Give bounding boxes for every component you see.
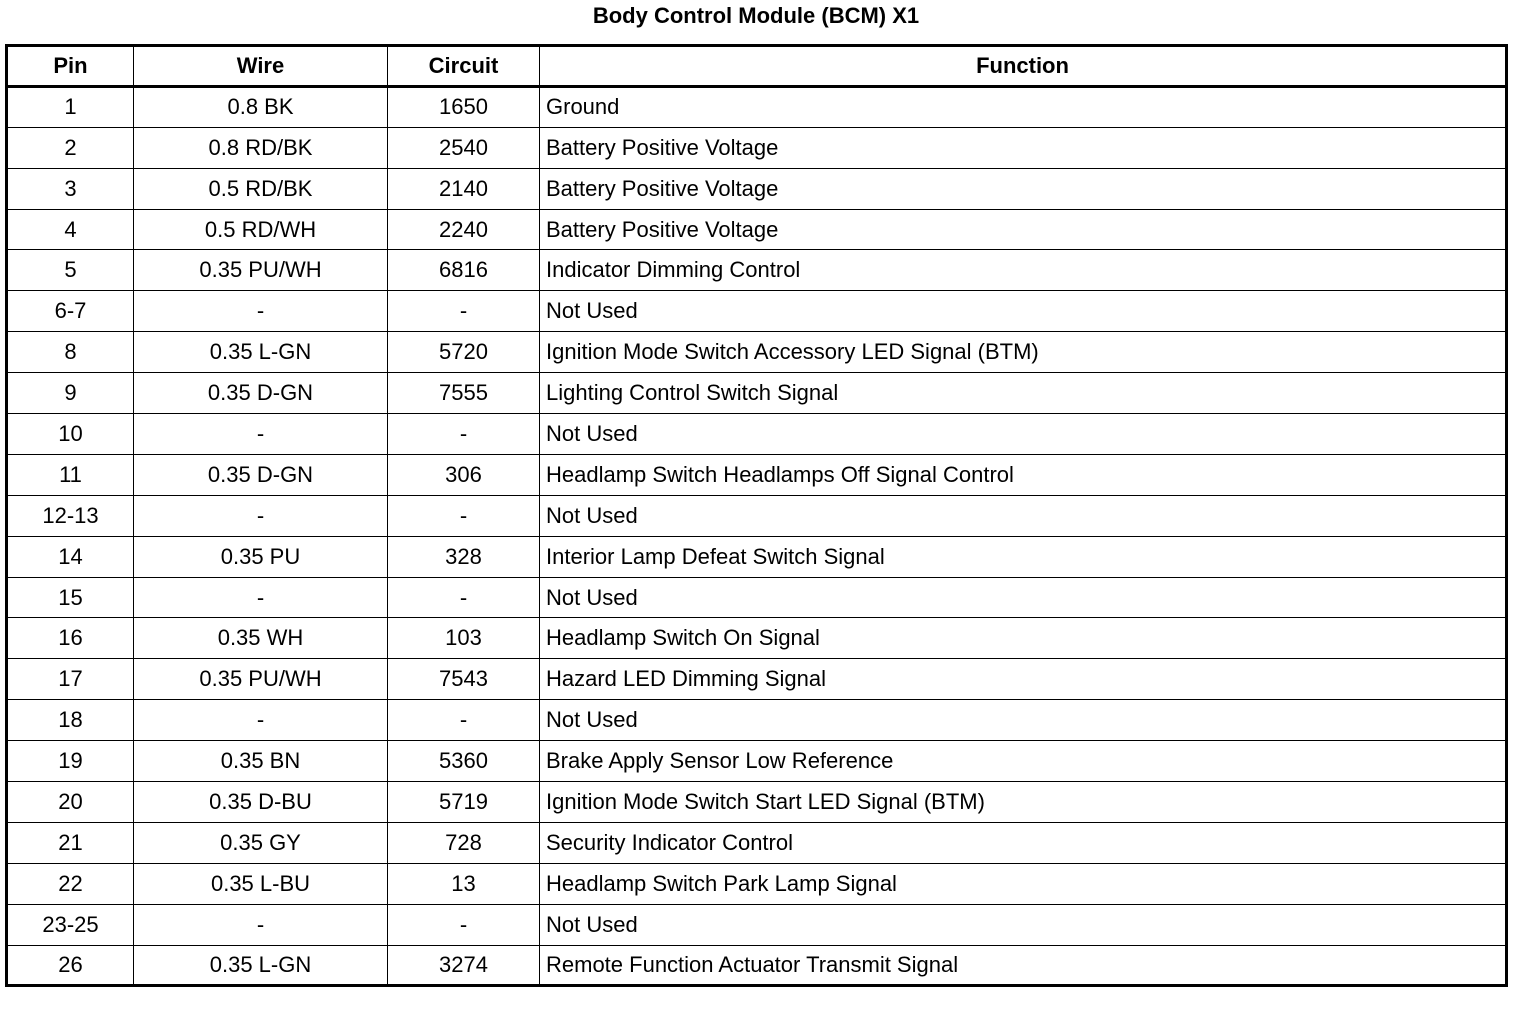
- circuit-cell: 5719: [388, 782, 540, 823]
- function-cell: Remote Function Actuator Transmit Signal: [540, 945, 1507, 986]
- table-row: [7, 577, 1507, 618]
- wire-cell: 0.35 BN: [134, 741, 388, 782]
- circuit-cell: 13: [388, 863, 540, 904]
- table-row: [7, 536, 1507, 577]
- pin-cell: 10: [7, 414, 134, 455]
- table-row: [7, 945, 1507, 986]
- pin-cell: 6-7: [7, 291, 134, 332]
- circuit-cell: 5360: [388, 741, 540, 782]
- circuit-cell: 3274: [388, 945, 540, 986]
- wire-cell: 0.8 RD/BK: [134, 127, 388, 168]
- header-row: [7, 46, 1507, 87]
- table-row: [7, 250, 1507, 291]
- wire-cell: 0.35 D-BU: [134, 782, 388, 823]
- wire-cell: -: [134, 495, 388, 536]
- circuit-cell: 1650: [388, 86, 540, 127]
- function-cell: Battery Positive Voltage: [540, 127, 1507, 168]
- circuit-cell: 2140: [388, 168, 540, 209]
- table-row: [7, 700, 1507, 741]
- function-cell: Not Used: [540, 577, 1507, 618]
- wire-cell: 0.8 BK: [134, 86, 388, 127]
- function-cell: Indicator Dimming Control: [540, 250, 1507, 291]
- pin-cell: 21: [7, 822, 134, 863]
- circuit-cell: -: [388, 700, 540, 741]
- circuit-cell: -: [388, 577, 540, 618]
- wire-cell: -: [134, 700, 388, 741]
- table-row: [7, 822, 1507, 863]
- function-cell: Not Used: [540, 700, 1507, 741]
- pin-cell: 12-13: [7, 495, 134, 536]
- wire-cell: 0.35 PU/WH: [134, 250, 388, 291]
- wire-cell: 0.5 RD/WH: [134, 209, 388, 250]
- pin-cell: 22: [7, 863, 134, 904]
- function-cell: Interior Lamp Defeat Switch Signal: [540, 536, 1507, 577]
- wire-cell: 0.35 WH: [134, 618, 388, 659]
- circuit-cell: -: [388, 414, 540, 455]
- table-title: Body Control Module (BCM) X1: [592, 3, 920, 28]
- pin-cell: 17: [7, 659, 134, 700]
- table-row: [7, 741, 1507, 782]
- function-cell: Not Used: [540, 495, 1507, 536]
- pin-cell: 15: [7, 577, 134, 618]
- circuit-cell: 6816: [388, 250, 540, 291]
- pin-cell: 2: [7, 127, 134, 168]
- wire-cell: 0.35 D-GN: [134, 454, 388, 495]
- function-cell: Ignition Mode Switch Start LED Signal (BTM): [540, 782, 1507, 823]
- table-row: [7, 127, 1507, 168]
- wire-cell: -: [134, 577, 388, 618]
- function-cell: Security Indicator Control: [540, 822, 1507, 863]
- circuit-cell: -: [388, 495, 540, 536]
- table-row: [7, 332, 1507, 373]
- wire-cell: 0.5 RD/BK: [134, 168, 388, 209]
- function-cell: Hazard LED Dimming Signal: [540, 659, 1507, 700]
- circuit-cell: 7543: [388, 659, 540, 700]
- wire-cell: 0.35 PU: [134, 536, 388, 577]
- table-row: [7, 454, 1507, 495]
- column-header-pin: Pin: [7, 46, 134, 87]
- pin-cell: 26: [7, 945, 134, 986]
- circuit-cell: 728: [388, 822, 540, 863]
- table-row: [7, 495, 1507, 536]
- wire-cell: 0.35 GY: [134, 822, 388, 863]
- pin-cell: 14: [7, 536, 134, 577]
- function-cell: Not Used: [540, 904, 1507, 945]
- table-row: [7, 782, 1507, 823]
- circuit-cell: 7555: [388, 373, 540, 414]
- table-row: [7, 863, 1507, 904]
- wire-cell: -: [134, 414, 388, 455]
- table-row: [7, 86, 1507, 127]
- column-header-function: Function: [540, 46, 1507, 87]
- wire-cell: 0.35 L-GN: [134, 945, 388, 986]
- pin-cell: 11: [7, 454, 134, 495]
- table-body: [7, 86, 1507, 986]
- circuit-cell: -: [388, 904, 540, 945]
- pin-cell: 19: [7, 741, 134, 782]
- function-cell: Ground: [540, 86, 1507, 127]
- pin-cell: 3: [7, 168, 134, 209]
- wire-cell: 0.35 D-GN: [134, 373, 388, 414]
- function-cell: Brake Apply Sensor Low Reference: [540, 741, 1507, 782]
- pin-cell: 9: [7, 373, 134, 414]
- circuit-cell: 328: [388, 536, 540, 577]
- pin-cell: 16: [7, 618, 134, 659]
- function-cell: Headlamp Switch Headlamps Off Signal Control: [540, 454, 1507, 495]
- table-row: [7, 209, 1507, 250]
- pin-cell: 18: [7, 700, 134, 741]
- function-cell: Not Used: [540, 414, 1507, 455]
- column-header-circuit: Circuit: [388, 46, 540, 87]
- pin-cell: 4: [7, 209, 134, 250]
- pin-cell: 1: [7, 86, 134, 127]
- wire-cell: 0.35 L-GN: [134, 332, 388, 373]
- circuit-cell: 5720: [388, 332, 540, 373]
- wire-cell: -: [134, 904, 388, 945]
- wire-cell: 0.35 PU/WH: [134, 659, 388, 700]
- table-row: [7, 291, 1507, 332]
- circuit-cell: 2240: [388, 209, 540, 250]
- table-row: [7, 168, 1507, 209]
- function-cell: Lighting Control Switch Signal: [540, 373, 1507, 414]
- circuit-cell: 103: [388, 618, 540, 659]
- function-cell: Battery Positive Voltage: [540, 209, 1507, 250]
- pin-cell: 23-25: [7, 904, 134, 945]
- pinout-table: [5, 44, 1508, 987]
- function-cell: Ignition Mode Switch Accessory LED Signal (BTM): [540, 332, 1507, 373]
- table-row: [7, 618, 1507, 659]
- table-row: [7, 414, 1507, 455]
- table-row: [7, 904, 1507, 945]
- table-row: [7, 659, 1507, 700]
- table-row: [7, 373, 1507, 414]
- function-cell: Battery Positive Voltage: [540, 168, 1507, 209]
- pin-cell: 8: [7, 332, 134, 373]
- circuit-cell: 2540: [388, 127, 540, 168]
- circuit-cell: 306: [388, 454, 540, 495]
- function-cell: Not Used: [540, 291, 1507, 332]
- pin-cell: 20: [7, 782, 134, 823]
- wire-cell: -: [134, 291, 388, 332]
- wire-cell: 0.35 L-BU: [134, 863, 388, 904]
- column-header-wire: Wire: [134, 46, 388, 87]
- pin-cell: 5: [7, 250, 134, 291]
- function-cell: Headlamp Switch On Signal: [540, 618, 1507, 659]
- circuit-cell: -: [388, 291, 540, 332]
- function-cell: Headlamp Switch Park Lamp Signal: [540, 863, 1507, 904]
